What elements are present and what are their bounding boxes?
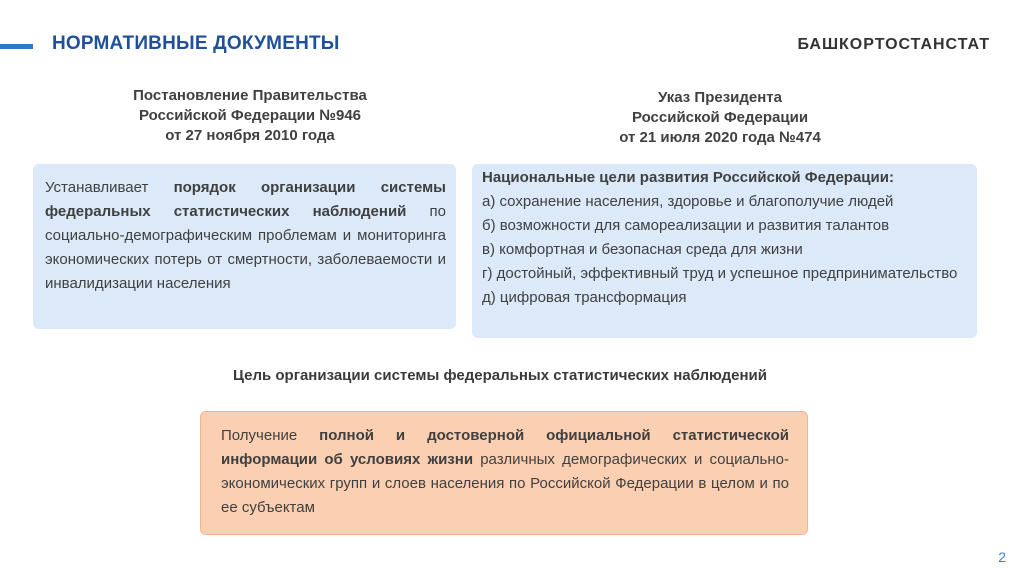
goal-heading: Цель организации системы федеральных статистических наблюдений [232,367,767,384]
goal-item: а) сохранение населения, здоровье и благополучие людей [482,193,894,210]
goal-item: б) возможности для самореализации и развития талантов [482,217,890,234]
page-title: НОРМАТИВНЫЕ ДОКУМЕНТЫ [52,33,340,54]
doc1-heading-line: Российской Федерации №946 [138,107,362,124]
goal-text-bold: полной и достоверной официальной статистической информации об условиях жизни [221,427,789,468]
goal-item: г) достойный, эффективный труд и успешное предпринимательство [482,265,958,282]
goals-title: Национальные цели развития Российской Федерации: [482,169,894,186]
page-number: 2 [998,549,1006,565]
doc2-heading-line: Российской Федерации [631,109,809,126]
goal-text-suffix: различных демографических и социально-экономических групп и слоев населения по Российской Федерации в целом и по ее субъектам [221,451,789,516]
goal-description-box [200,411,808,535]
doc1-text-suffix: по социально-демографическим проблемам и мониторинга экономических потерь от смертности, заболеваемости и инвалидизации населения [45,203,447,292]
doc1-heading-line: от 27 ноября 2010 года [165,127,335,144]
doc1-text-prefix: Устанавливает [45,179,174,196]
doc1-heading [100,86,400,146]
goal-item: в) комфортная и безопасная среда для жизни [482,241,803,258]
goal-item: д) цифровая трансформация [482,289,687,306]
header-accent-bar [0,44,33,49]
goal-text-prefix: Получение [221,427,320,444]
doc1-heading-line: Постановление Правительства [133,87,367,104]
doc1-text-bold: порядок организации системы федеральных статистических наблюдений [45,179,446,220]
brand-logo-text: БАШКОРТОСТАНСТАТ [797,36,990,53]
doc2-heading-line: Указ Президента [658,89,782,106]
doc2-heading-line: от 21 июля 2020 года №474 [619,129,821,146]
doc1-description-box [33,164,456,329]
doc2-heading [560,88,880,148]
doc2-goals-box [472,164,977,338]
